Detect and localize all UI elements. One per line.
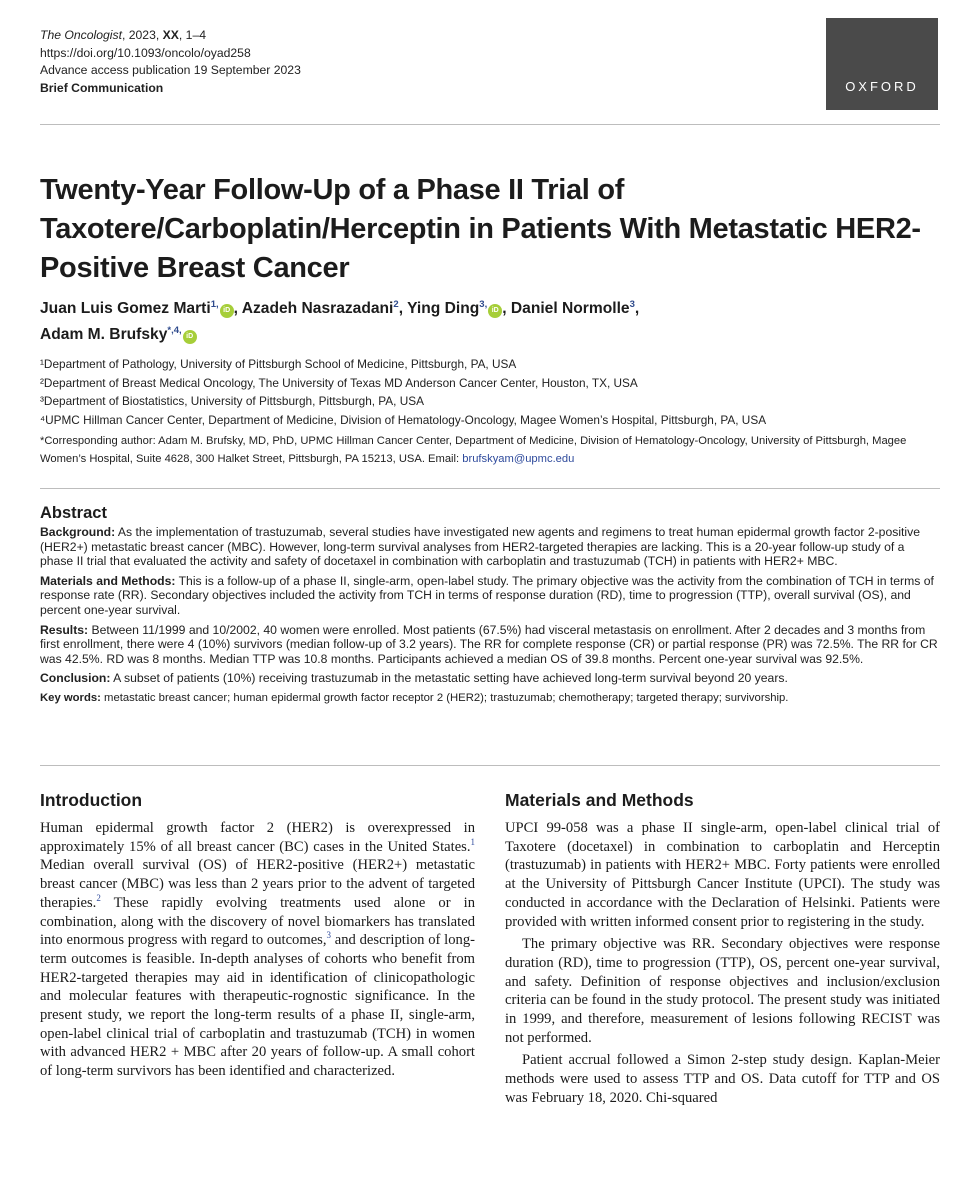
author-name: Azadeh Nasrazadani	[241, 300, 394, 317]
conclusion-label: Conclusion:	[40, 671, 111, 686]
logo-text: OXFORD	[845, 79, 919, 94]
citation-ref[interactable]: 2	[96, 892, 101, 903]
author-separator: ,	[634, 300, 640, 317]
introduction-paragraph	[40, 819, 475, 1081]
author-name: Adam M. Brufsky	[40, 326, 168, 343]
methods-paragraph: Patient accrual followed a Simon 2-step study design. Kaplan-Meier methods were used to assess TTP and OS. Data cutoff for TTP and OS was February 18, 2020. Chi-squared	[505, 1052, 940, 1106]
volume: XX	[162, 28, 179, 42]
results-text: Between 11/1999 and 10/2002, 40 women were enrolled. Most patients (67.5%) had visceral metastasis on enrollment. After 2 decades and 3 months from first enrollment, there were 4 (10%) survivors (median follow-up of 3.2 years). The RR for complete response (CR) or partial response (PR) was 72.5%. The RR for CR was 42.5%. RD was 8 months. Median TTP was 10.8 months. Participants achieved a median OS of 39.8 months. Percent one-year survival was 92.5%.	[40, 622, 938, 666]
abstract-results	[40, 623, 940, 667]
corresponding-author	[40, 432, 940, 468]
methods-heading: Materials and Methods	[505, 790, 694, 810]
keywords-label: Key words:	[40, 691, 101, 704]
affiliation: ⁴UPMC Hillman Cancer Center, Department of Medicine, Division of Hematology-Oncology, Magee Women’s Hospital, Pittsburgh, PA, USA	[40, 412, 767, 427]
doi-link[interactable]: https://doi.org/10.1093/oncolo/oyad258	[40, 45, 251, 60]
abstract	[40, 504, 940, 711]
orcid-icon[interactable]: iD	[183, 330, 197, 344]
citation-line	[40, 27, 301, 45]
author-separator: ,	[502, 300, 511, 317]
methods-column	[505, 790, 940, 1108]
abstract-methods	[40, 574, 940, 618]
citation-ref[interactable]: 3	[326, 930, 331, 941]
results-label: Results:	[40, 622, 89, 637]
methods-label: Materials and Methods:	[40, 573, 176, 588]
citation-ref[interactable]: 1	[470, 836, 475, 847]
intro-text: Median overall survival (OS) of HER2-positive (HER2+) metastatic breast cancer (MBC) was less than 2 years prior to the advent of targeted therapies.	[40, 857, 475, 911]
author-affil-ref: 3	[629, 298, 635, 310]
affiliation: ¹Department of Pathology, University of Pittsburgh School of Medicine, Pittsburgh, PA, USA	[40, 357, 517, 371]
author-affil-ref: 2	[393, 298, 399, 310]
oxford-logo	[826, 18, 938, 110]
methods-paragraph: The primary objective was RR. Secondary objectives were response duration (RD), time to progression (TTP), OS, percent one-year survival, and safety. Definition of response objectives and inclusion/exclusion criteria can be found in the study protocol. The present study was initiated in 1999, and therefore, measurement of lesions following RECIST was not performed.	[505, 936, 940, 1046]
background-label: Background:	[40, 525, 116, 539]
abstract-bottom-divider	[40, 765, 940, 766]
introduction-column	[40, 790, 475, 1081]
header-divider	[40, 124, 940, 125]
introduction-heading: Introduction	[40, 790, 143, 810]
author-separator: ,	[398, 300, 408, 317]
abstract-conclusion	[40, 671, 940, 686]
intro-text: These rapidly evolving treatments used alone or in combination, along with the discovery of novel biomarkers has translated into enormous progress with regard to outcomes,	[40, 894, 475, 949]
abstract-top-divider	[40, 488, 940, 489]
intro-text: and description of long-term outcomes is feasible. In-depth analyses of cohorts who benefit from HER2-targeted therapies may aid in identification of clinicopathologic and molecular features with therapeutic-rognostic significance. In the present study, we report the long-term results of a phase II, single-arm, open-label clinical trial of carboplatin and trastuzumab (TCH) in women with advanced HER2 + MBC after 20 years of follow-up. A small cohort of long-term survivors has been identified and characterized.	[40, 932, 475, 1080]
affiliations	[40, 355, 940, 468]
author-affil-ref: *,4,	[167, 324, 182, 336]
author-affil-ref: 3,	[479, 298, 488, 310]
citation-sep: , 2023,	[121, 28, 163, 42]
conclusion-text: A subset of patients (10%) receiving trastuzumab in the metastatic setting have achieved long-term survival beyond 20 years.	[113, 671, 788, 686]
author-name: Daniel Normolle	[510, 300, 630, 317]
background-text: As the implementation of trastuzumab, several studies have investigated new agents and regimens to treat human epidermal growth factor 2-positive (HER2+) metastatic breast cancer (MBC). However, long-term survival analyses from HER2-targeted therapies are lacking. This is a 20-year follow-up study of a phase II trial that evaluated the activity and safety of docetaxel in combination with carboplatin and trastuzumab (TCH) in patients with HER2+ MBC.	[40, 525, 920, 569]
advance-access: Advance access publication 19 September 2023	[40, 63, 301, 77]
article-type: Brief Communication	[40, 80, 164, 95]
keywords	[40, 691, 940, 706]
author-separator: ,	[233, 300, 242, 317]
journal-name: The Oncologist	[40, 28, 122, 42]
abstract-heading: Abstract	[40, 504, 107, 522]
keywords-text: metastatic breast cancer; human epidermal growth factor receptor 2 (HER2); trastuzumab; chemotherapy; targeted therapy; survivorship.	[104, 691, 789, 704]
journal-header	[40, 27, 301, 97]
author-name: Ying Ding	[407, 300, 480, 317]
email-link[interactable]: brufskyam@upmc.edu	[462, 453, 575, 465]
orcid-icon[interactable]: iD	[488, 304, 502, 318]
intro-text: Human epidermal growth factor 2 (HER2) is overexpressed in approximately 15% of all breast cancer (BC) cases in the United States.	[40, 820, 475, 855]
pages: , 1–4	[178, 28, 207, 42]
author-name: Juan Luis Gomez Marti	[40, 300, 211, 317]
author-list	[40, 296, 940, 348]
orcid-icon[interactable]: iD	[220, 304, 234, 318]
affiliation: ³Department of Biostatistics, University of Pittsburgh, Pittsburgh, PA, USA	[40, 394, 424, 408]
methods-paragraph: UPCI 99-058 was a phase II single-arm, open-label clinical trial of Taxotere (docetaxel) in combination to carboplatin and Herceptin (trastuzumab) in patients with HER2+ MBC. Forty patients were enrolled at the University of Pittsburgh Cancer Institute (UPCI). The study was conducted in accordance with the Declaration of Helsinki. Patients were provided with written informed consent prior to registering in the study.	[505, 820, 940, 930]
methods-text: This is a follow-up of a phase II, single-arm, open-label study. The primary objective was the activity from the combination of TCH in terms of response rate (RR). Secondary objectives included the activity from TCH in terms of response duration (RD), time to progression (TTP), overall survival (OS), and percent one-year survival.	[40, 573, 934, 617]
author-affil-ref: 1,	[210, 298, 219, 310]
corresponding-text: *Corresponding author: Adam M. Brufsky, MD, PhD, UPMC Hillman Cancer Center, Department of Medicine, Division of Hematology-Oncology, University of Pittsburgh, Magee Women’s Hospital, Suite 4628, 300 Halket Street, Pittsburgh, PA 15213, USA. Email:	[40, 435, 907, 465]
affiliation: ²Department of Breast Medical Oncology, The University of Texas MD Anderson Cancer Center, Houston, TX, USA	[40, 375, 638, 390]
article-title: Twenty-Year Follow-Up of a Phase II Trial of Taxotere/Carboplatin/Herceptin in Patients With Metastatic HER2-Positive Breast Cancer	[40, 174, 921, 284]
abstract-background	[40, 525, 940, 569]
